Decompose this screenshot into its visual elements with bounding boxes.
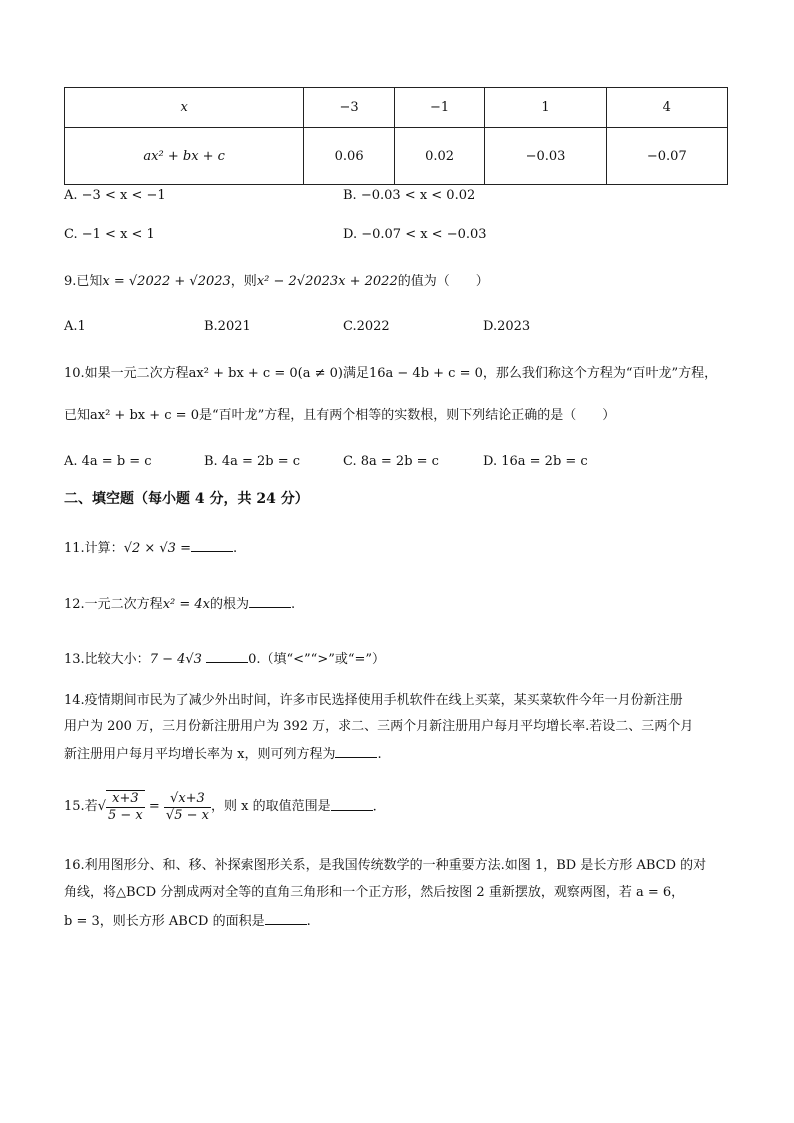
q12-suffix: . (291, 597, 296, 612)
q9-option-c: C.2022 (343, 319, 390, 334)
q8-option-d: D. −0.07 < x < −0.03 (343, 227, 487, 242)
table-cell: 0.06 (304, 128, 394, 185)
q8-option-a: A. −3 < x < −1 (64, 188, 166, 203)
table-cell: −1 (394, 88, 484, 128)
answer-blank[interactable] (331, 796, 373, 811)
q16-line-3-prefix: b = 3，则长方形 ABCD 的面积是 (64, 914, 265, 929)
table-row (65, 128, 728, 185)
value-table (64, 87, 728, 185)
table-cell: −0.07 (606, 128, 727, 185)
table-cell: ax² + bx + c (65, 128, 304, 185)
q11-suffix: . (232, 541, 238, 556)
q14-line-3-prefix: 新注册用户每月平均增长率为 x，则可列方程为 (64, 747, 336, 762)
q9-stem (64, 272, 489, 292)
q9-option-a: A.1 (64, 319, 86, 334)
answer-blank[interactable] (206, 648, 248, 663)
q14-suffix: . (377, 747, 382, 762)
q11 (64, 537, 237, 559)
q9-mid: ，则 (230, 274, 257, 289)
q9-prefix: 9.已知 (64, 274, 103, 289)
q10-option-d: D. 16a = 2b = c (483, 454, 588, 469)
q16-line-2: 角线，将△BCD 分割成两对全等的直角三角形和一个正方形，然后按图 2 重新摆放，观察两图，若 a = 6， (64, 885, 685, 900)
q15-right-fraction: $\frac{√x+3}{√5 - x}$ (165, 790, 209, 823)
q12-expr: x² = 4x (162, 597, 210, 612)
q14-line-1: 14.疫情期间市民为了减少外出时间，许多市民选择使用手机软件在线上买菜，某买菜软件今年一月份新注册 (64, 693, 683, 708)
q11-expr: √2 × √3 = (123, 541, 191, 556)
q8-option-c: C. −1 < x < 1 (64, 227, 155, 242)
table-cell: 0.02 (394, 128, 484, 185)
q15: 15.若√ $\frac{x+3}{5 - x}$ = $\frac{√x+3}{√5 - x}$ ，则 x 的取值范围是 . (64, 790, 377, 823)
answer-blank[interactable] (265, 910, 307, 925)
section-heading: 二、填空题（每小题 4 分，共 24 分） (64, 491, 309, 507)
q12-suffix-before: 的根为 (210, 597, 250, 612)
q8-option-b: B. −0.03 < x < 0.02 (343, 188, 476, 203)
q13 (64, 648, 385, 670)
q10-option-a: A. 4a = b = c (64, 454, 152, 469)
q11-prefix: 11.计算： (64, 541, 124, 556)
q9-expr2: x² − 2√2023x + 2022 (256, 274, 398, 289)
q15-mid: ，则 x 的取值范围是 (210, 799, 331, 814)
q9-expr: x = √2022 + √2023 (102, 274, 231, 289)
answer-blank[interactable] (191, 537, 233, 552)
q16-line-1: 16.利用图形分、和、移、补探索图形关系，是我国传统数学的一种重要方法.如图 1，BD 是长方形 ABCD 的对 (64, 858, 707, 873)
q12 (64, 593, 295, 615)
q10-line-1: 10.如果一元二次方程ax² + bx + c = 0(a ≠ 0)满足16a − 4b + c = 0，那么我们称这个方程为“百叶龙”方程， (64, 366, 718, 381)
q12-prefix: 12.一元二次方程 (64, 597, 163, 612)
q9-suffix: 的值为（ ） (397, 274, 489, 289)
q13-expr: 7 − 4√3 (149, 652, 202, 667)
q14-line-3 (64, 743, 382, 765)
table-cell: −3 (304, 88, 394, 128)
table-cell: x (65, 88, 304, 128)
q16-line-3 (64, 910, 311, 932)
table-cell: 4 (606, 88, 727, 128)
answer-blank[interactable] (335, 743, 377, 758)
q9-option-b: B.2021 (204, 319, 251, 334)
q10-option-b: B. 4a = 2b = c (204, 454, 301, 469)
table-cell: −0.03 (485, 128, 606, 185)
q13-suffix: 0.（填“<”“>”或“=”） (248, 652, 386, 667)
q15-suffix: . (372, 799, 377, 815)
q16-suffix: . (306, 914, 311, 929)
q10-option-c: C. 8a = 2b = c (343, 454, 439, 469)
table-row (65, 88, 728, 128)
q15-prefix: 15.若 (64, 799, 98, 814)
answer-blank[interactable] (249, 593, 291, 608)
q10-line-2: 已知ax² + bx + c = 0是“百叶龙”方程，且有两个相等的实数根，则下列结论正确的是（ ） (64, 408, 616, 423)
q15-left-fraction: $\frac{x+3}{5 - x}$ (107, 791, 143, 823)
q14-line-2: 用户为 200 万，三月份新注册用户为 392 万，求二、三两个月新注册用户每月平均增长率.若设二、三两个月 (64, 719, 694, 734)
q13-prefix: 13.比较大小： (64, 652, 150, 667)
table-cell: 1 (485, 88, 606, 128)
q9-option-d: D.2023 (483, 319, 531, 334)
